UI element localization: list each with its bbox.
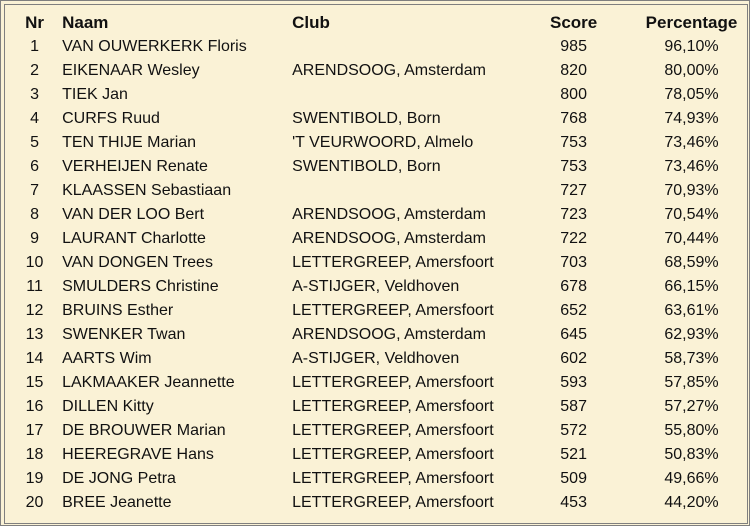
cell-percentage: 96,10%	[664, 38, 719, 55]
cell-naam: DILLEN Kitty	[62, 398, 154, 415]
cell-percentage: 62,93%	[664, 326, 719, 343]
cell-nr: 17	[25, 422, 44, 439]
cell-nr: 3	[30, 86, 39, 103]
cell-score: 593	[560, 374, 587, 391]
cell-score: 985	[560, 38, 587, 55]
cell-percentage: 49,66%	[664, 470, 719, 487]
cell-club: ARENDSOOG, Amsterdam	[292, 230, 486, 247]
table-row	[15, 419, 749, 443]
table-row	[15, 155, 749, 179]
table-row	[15, 59, 749, 83]
cell-percentage: 68,59%	[664, 254, 719, 271]
cell-naam: DE JONG Petra	[62, 470, 176, 487]
cell-club: A-STIJGER, Veldhoven	[292, 278, 460, 295]
cell-club: LETTERGREEP, Amersfoort	[292, 374, 494, 391]
cell-club: ARENDSOOG, Amsterdam	[292, 62, 486, 79]
table-row	[15, 83, 749, 107]
cell-percentage: 70,54%	[664, 206, 719, 223]
cell-score: 723	[560, 206, 587, 223]
cell-nr: 10	[25, 254, 44, 271]
cell-percentage: 70,44%	[664, 230, 719, 247]
cell-nr: 16	[25, 398, 44, 415]
cell-score: 727	[560, 182, 587, 199]
cell-club: LETTERGREEP, Amersfoort	[292, 254, 494, 271]
table-row	[15, 443, 749, 467]
cell-naam: HEEREGRAVE Hans	[62, 446, 214, 463]
cell-score: 800	[560, 86, 587, 103]
cell-nr: 11	[26, 278, 43, 295]
cell-score: 768	[560, 110, 587, 127]
cell-percentage: 57,27%	[664, 398, 719, 415]
cell-score: 652	[560, 302, 587, 319]
cell-nr: 12	[25, 302, 44, 319]
cell-percentage: 55,80%	[664, 422, 719, 439]
cell-percentage: 73,46%	[664, 158, 719, 175]
cell-nr: 18	[25, 446, 44, 463]
cell-score: 645	[560, 326, 587, 343]
header-club: Club	[292, 12, 330, 32]
table-row	[15, 131, 749, 155]
cell-score: 678	[560, 278, 587, 295]
cell-nr: 9	[30, 230, 39, 247]
cell-naam: SMULDERS Christine	[62, 278, 219, 295]
results-table	[15, 10, 749, 515]
header-nr: Nr	[25, 12, 44, 32]
cell-percentage: 50,83%	[664, 446, 719, 463]
cell-club	[292, 83, 513, 107]
cell-club: LETTERGREEP, Amersfoort	[292, 494, 494, 511]
cell-naam: BREE Jeanette	[62, 494, 172, 511]
cell-nr: 6	[30, 158, 39, 175]
cell-score: 820	[560, 62, 587, 79]
cell-club: LETTERGREEP, Amersfoort	[292, 470, 494, 487]
cell-percentage: 74,93%	[664, 110, 719, 127]
header-naam: Naam	[62, 12, 109, 32]
cell-naam: VERHEIJEN Renate	[62, 158, 208, 175]
cell-club: LETTERGREEP, Amersfoort	[292, 398, 494, 415]
cell-score: 572	[560, 422, 587, 439]
cell-score: 587	[560, 398, 587, 415]
cell-percentage: 58,73%	[664, 350, 719, 367]
table-header-row	[15, 10, 749, 35]
cell-percentage: 70,93%	[664, 182, 719, 199]
table-row	[15, 371, 749, 395]
cell-score: 722	[560, 230, 587, 247]
table-row	[15, 347, 749, 371]
cell-nr: 2	[30, 62, 39, 79]
cell-score: 753	[560, 134, 587, 151]
cell-nr: 7	[30, 182, 39, 199]
cell-nr: 15	[25, 374, 44, 391]
cell-naam: CURFS Ruud	[62, 110, 160, 127]
cell-naam: KLAASSEN Sebastiaan	[62, 182, 232, 199]
cell-club: LETTERGREEP, Amersfoort	[292, 422, 494, 439]
cell-naam: LAKMAAKER Jeannette	[62, 374, 235, 391]
cell-percentage: 78,05%	[664, 86, 719, 103]
cell-percentage: 66,15%	[664, 278, 719, 295]
cell-score: 453	[560, 494, 587, 511]
cell-percentage: 73,46%	[664, 134, 719, 151]
cell-score: 703	[560, 254, 587, 271]
cell-club	[292, 35, 513, 59]
table-row	[15, 251, 749, 275]
cell-naam: TEN THIJE Marian	[62, 134, 197, 151]
cell-nr: 19	[25, 470, 44, 487]
cell-naam: SWENKER Twan	[62, 326, 186, 343]
cell-naam: VAN OUWERKERK Floris	[62, 38, 247, 55]
table-row	[15, 323, 749, 347]
cell-naam: VAN DONGEN Trees	[62, 254, 213, 271]
cell-nr: 13	[25, 326, 44, 343]
table-row	[15, 203, 749, 227]
table-row	[15, 35, 749, 59]
cell-score: 509	[560, 470, 587, 487]
cell-naam: VAN DER LOO Bert	[62, 206, 205, 223]
cell-nr: 8	[30, 206, 39, 223]
cell-score: 521	[560, 446, 587, 463]
table-row	[15, 395, 749, 419]
cell-percentage: 80,00%	[664, 62, 719, 79]
cell-club: LETTERGREEP, Amersfoort	[292, 302, 494, 319]
cell-percentage: 57,85%	[664, 374, 719, 391]
cell-nr: 4	[30, 110, 39, 127]
cell-score: 602	[560, 350, 587, 367]
cell-club: A-STIJGER, Veldhoven	[292, 350, 460, 367]
cell-club: ARENDSOOG, Amsterdam	[292, 326, 486, 343]
cell-nr: 5	[30, 134, 39, 151]
table-body	[15, 35, 749, 515]
cell-naam: LAURANT Charlotte	[62, 230, 206, 247]
table-row	[15, 107, 749, 131]
table-row	[15, 491, 749, 515]
cell-club: LETTERGREEP, Amersfoort	[292, 446, 494, 463]
table-row	[15, 299, 749, 323]
cell-naam: BRUINS Esther	[62, 302, 174, 319]
cell-naam: EIKENAAR Wesley	[62, 62, 200, 79]
cell-club: 'T VEURWOORD, Almelo	[292, 134, 474, 151]
table-row	[15, 179, 749, 203]
cell-club: ARENDSOOG, Amsterdam	[292, 206, 486, 223]
cell-naam: DE BROUWER Marian	[62, 422, 226, 439]
header-score: Score	[549, 12, 598, 32]
cell-nr: 1	[30, 38, 39, 55]
cell-naam: AARTS Wim	[62, 350, 152, 367]
table-row	[15, 275, 749, 299]
cell-club: SWENTIBOLD, Born	[292, 110, 441, 127]
cell-score: 753	[560, 158, 587, 175]
table-row	[15, 227, 749, 251]
table-row	[15, 467, 749, 491]
cell-percentage: 44,20%	[664, 494, 719, 511]
cell-percentage: 63,61%	[664, 302, 719, 319]
cell-naam: TIEK Jan	[62, 86, 128, 103]
header-percentage: Percentage	[645, 12, 738, 32]
cell-nr: 14	[25, 350, 44, 367]
cell-club	[292, 179, 513, 203]
cell-nr: 20	[25, 494, 44, 511]
cell-club: SWENTIBOLD, Born	[292, 158, 441, 175]
